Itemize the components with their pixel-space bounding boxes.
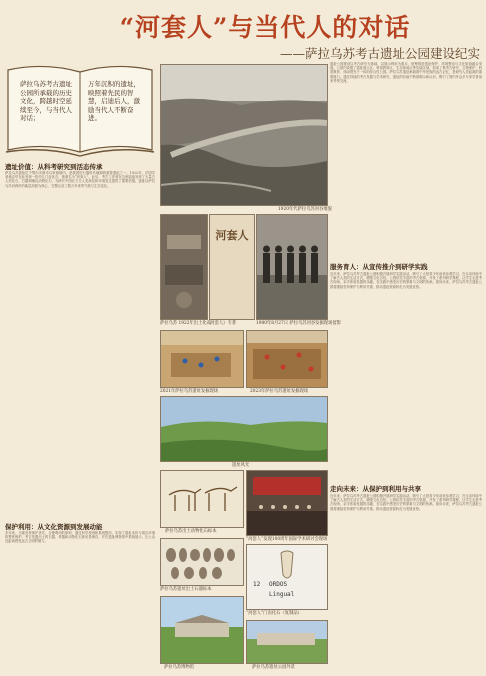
article-column-3: 遗址公园建设以考古研究为基础，以展示利用为重点，统筹推进遗址保护、环境整治与文化旅游融合发展。公园内设置了遗址展示区、科普教育区、生态休闲区等功能区域，形成了集考古研究、文物保护、科普教育、休闲观光于一体的综合性公园。萨拉乌苏遗址承载着中华民族的远古记忆，是研究人类起源的重要窗口。通过持续的考古发掘与学术研究，遗址的价值不断被揭示和认识，吸引了国内外众多专家学者前来考察交流。	[330, 62, 482, 83]
section-heading-3: 服务育人：从宣传推介到研学实践	[330, 263, 428, 271]
caption-park: 萨拉乌苏遗址公园外景	[252, 665, 295, 670]
caption-conference: “河套人”发现100周年国际学术研讨会现场	[246, 537, 328, 542]
fossil-label-ordos: ORDOS	[269, 581, 288, 588]
conference-photo	[246, 470, 328, 536]
caption-2021: 2021年萨拉乌苏遗址发掘现场	[160, 389, 219, 394]
animal-fossil-photo	[160, 470, 244, 528]
caption-stone-tools: 萨拉乌苏遗址出土石器标本	[160, 587, 212, 592]
article-column-2: 多年来，当地坚持保护优先、合理利用的原则，通过科学规划和系统整治，实现了遗址本体与周边环境的整体保护。考古发掘出土的石器、骨器和动物化石被妥善保存，并在遗址博物馆中系统展示，让公众近距离感受远古文明的魅力。	[5, 531, 155, 544]
caption-fossil-1922: 萨拉乌苏 1922年出土化石	[160, 321, 211, 326]
caption-valley: 1920年代萨拉乌苏河谷地貌	[278, 207, 332, 212]
book-cover-photo	[209, 214, 255, 320]
river-valley-photo	[160, 64, 328, 206]
landscape-photo	[160, 396, 328, 462]
book-cover-title: 河套人	[215, 229, 249, 242]
caption-2023: 2023年萨拉乌苏遗址发掘现场	[250, 389, 309, 394]
caption-book: 《河套人》专著	[206, 321, 237, 326]
caption-tooth: “河套人”门齿化石（复制品）	[246, 611, 302, 616]
open-book-illustration	[4, 62, 156, 158]
tooth-fossil-photo	[246, 544, 328, 610]
article-column-5: 近年来，萨拉乌苏考古遗址公园积极开展研学实践活动，吸引了大批青少年前来参观学习，在互动体验中了解古人类的生活方式，增强文化自信。公园依托丰富的考古资源，开发了系列研学课程，让学生走进考古现场，亲手体验发掘的乐趣，在实践中感受历史的厚重与文明的传承。面向未来，萨拉乌苏考古遗址公园将继续坚持保护与利用并重，推动遗址资源转化为发展优势。	[330, 494, 482, 511]
fossil-label-number: 12	[253, 581, 261, 588]
caption-group: 1980年8月27日 萨拉乌苏河谷发掘现场留影	[256, 321, 341, 326]
caption-landscape: 遗址风光	[232, 463, 250, 468]
book-right-text: 万年沉积的遗址，映照着先民的智慧，启迪后人，激励当代人不断奋进。	[88, 80, 140, 122]
stone-tools-photo	[160, 538, 244, 586]
caption-museum: 萨拉乌苏博物馆	[164, 665, 195, 670]
excavation-2023-photo	[246, 330, 328, 388]
article-column-1: 萨拉乌苏遗址位于鄂尔多斯市乌审旗境内，是我国旧石器时代晚期的重要遗址之一。1922年，法国学者桑志华在此发现一枚幼儿门齿化石，被命名为“河套人”。此后，考古工作者在这里陆续发现了大量古人类化石、石器和哺乳动物化石，为研究中国北方古人类演化和环境变迁提供了重要依据。遗址以萨拉乌苏河两岸的地层剖面为核心，完整记录了数万年来的气候与生态变化。	[5, 171, 155, 188]
fossil-label-lingual: Lingual	[269, 591, 295, 598]
group-photo	[256, 214, 328, 320]
fossil-excavation-photo	[160, 214, 208, 320]
caption-animals: 萨拉乌苏出土动物化石标本	[165, 529, 217, 534]
park-exterior-photo	[246, 620, 328, 664]
page-title: “河套人”与当代人的对话	[119, 13, 411, 42]
article-column-4: 近年来，萨拉乌苏考古遗址公园积极开展研学实践活动，吸引了大批青少年前来参观学习，在互动体验中了解古人类的生活方式，增强文化自信。公园依托丰富的考古资源，开发了系列研学课程，让学生走进考古现场，亲手体验发掘的乐趣，在实践中感受历史的厚重与文明的传承。面向未来，萨拉乌苏考古遗址公园将继续坚持保护与利用并重，推动遗址资源转化为发展优势。	[330, 272, 482, 289]
section-heading-1: 遗址价值：从科考研究到活态传承	[5, 163, 103, 171]
museum-photo	[160, 596, 244, 664]
section-heading-2: 保护利用：从文化资源到发展动能	[5, 523, 103, 531]
page-subtitle: ——萨拉乌苏考古遗址公园建设纪实	[279, 46, 480, 61]
section-heading-4: 走向未来：从保护到利用与共享	[330, 485, 421, 493]
excavation-2021-photo	[160, 330, 244, 388]
book-left-text: 萨拉乌苏考古遗址公园所承载的历史文化，跨越时空延续至今，与当代人对话；	[20, 80, 72, 122]
